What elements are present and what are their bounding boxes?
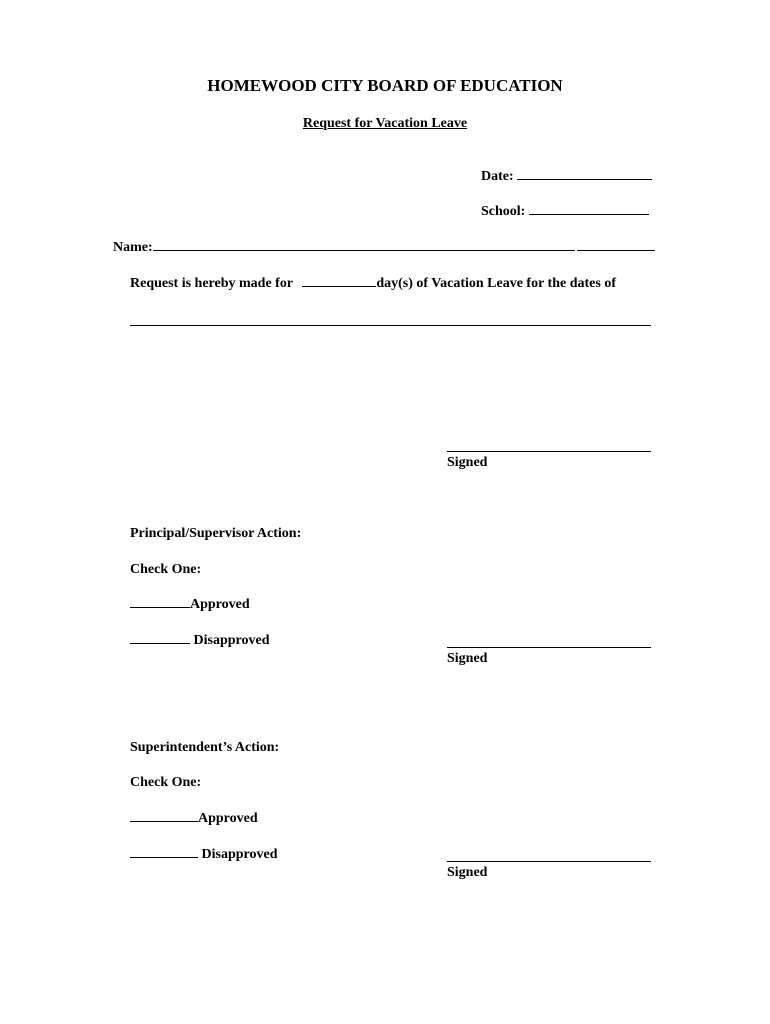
name-label: Name: xyxy=(113,240,153,255)
principal-approved-blank[interactable] xyxy=(130,606,190,608)
date-field[interactable] xyxy=(481,169,652,185)
superintendent-approved-blank[interactable] xyxy=(130,820,198,822)
request-sentence xyxy=(130,276,616,292)
school-blank[interactable] xyxy=(529,213,649,215)
principal-signature-line[interactable] xyxy=(447,647,651,648)
name-blank-extra[interactable] xyxy=(577,249,655,251)
principal-disapproved-label: Disapproved xyxy=(193,633,270,648)
requestor-signature-line[interactable] xyxy=(447,451,651,452)
superintendent-disapproved-option[interactable] xyxy=(130,847,277,863)
principal-action-heading: Principal/Supervisor Action: xyxy=(130,526,302,541)
principal-disapproved-blank[interactable] xyxy=(130,642,190,644)
form-subtitle: Request for Vacation Leave xyxy=(302,116,468,131)
superintendent-action-heading: Superintendent’s Action: xyxy=(130,740,280,755)
superintendent-signed-label: Signed xyxy=(447,865,488,880)
principal-check-one: Check One: xyxy=(130,562,202,577)
date-blank[interactable] xyxy=(517,178,652,180)
name-blank[interactable] xyxy=(153,249,575,251)
name-field[interactable] xyxy=(113,240,655,256)
principal-approved-option[interactable] xyxy=(130,597,250,613)
page-title: HOMEWOOD CITY BOARD OF EDUCATION xyxy=(207,76,563,95)
dates-of-leave-line[interactable] xyxy=(130,325,651,326)
date-label: Date: xyxy=(481,169,514,184)
superintendent-disapproved-blank[interactable] xyxy=(130,856,198,858)
requestor-signed-label: Signed xyxy=(447,455,488,470)
superintendent-disapproved-label: Disapproved xyxy=(201,847,278,862)
superintendent-approved-label: Approved xyxy=(198,811,258,826)
request-suffix: day(s) of Vacation Leave for the dates of xyxy=(376,276,616,291)
request-prefix: Request is hereby made for xyxy=(130,276,293,291)
principal-disapproved-option[interactable] xyxy=(130,633,269,649)
school-field[interactable] xyxy=(481,204,649,220)
days-blank[interactable] xyxy=(302,285,376,287)
superintendent-signature-line[interactable] xyxy=(447,861,651,862)
school-label: School: xyxy=(481,204,526,219)
superintendent-approved-option[interactable] xyxy=(130,811,258,827)
superintendent-check-one: Check One: xyxy=(130,775,202,790)
principal-approved-label: Approved xyxy=(190,597,250,612)
principal-signed-label: Signed xyxy=(447,651,488,666)
